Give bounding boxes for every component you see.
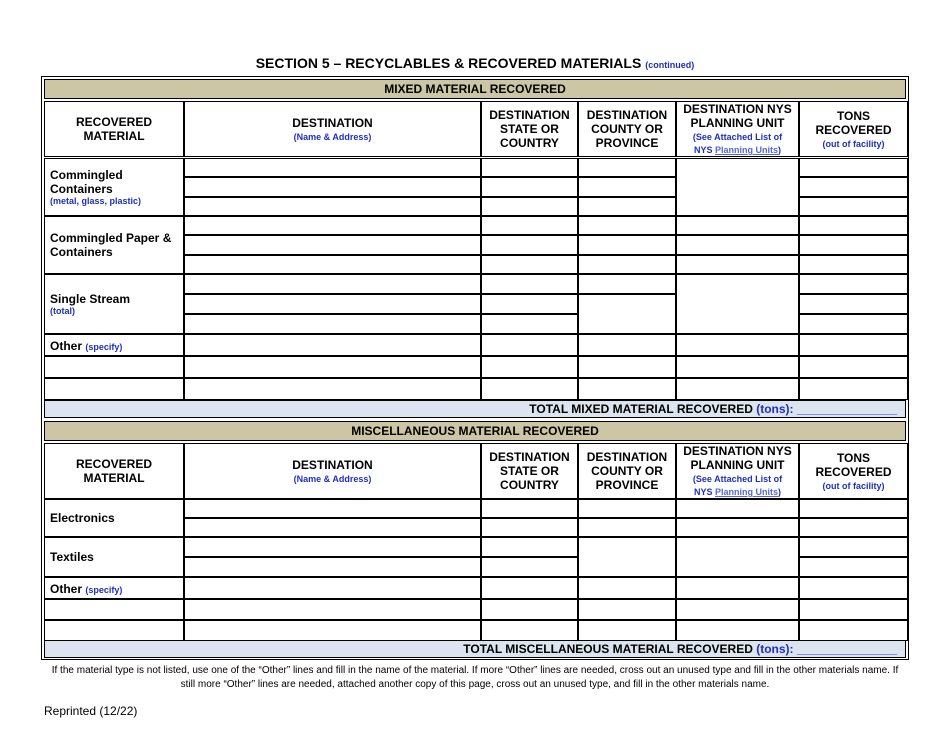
header-destination: DESTINATION (Name & Address) bbox=[184, 101, 481, 157]
county-field[interactable] bbox=[578, 378, 676, 400]
section-title-text: SECTION 5 – RECYCLABLES & RECOVERED MATERIALS bbox=[255, 55, 642, 71]
county-field[interactable] bbox=[578, 216, 676, 235]
destination-field[interactable] bbox=[184, 557, 481, 577]
header-recovered-material: RECOVERED MATERIAL bbox=[44, 443, 184, 499]
footnote: If the material type is not listed, use one of the “Other” lines and fill in the name of the material. If more “Other” lines are needed, cross out an unused type and fill in the other materials name. If still more “Other” lines are needed, attached another copy of this page, cross out an unused type, and fill in the other materials name. bbox=[51, 665, 899, 690]
state-field[interactable] bbox=[481, 378, 578, 400]
header-destination: DESTINATION (Name & Address) bbox=[184, 443, 481, 499]
header-destination-state: DESTINATION STATE OR COUNTRY bbox=[481, 443, 578, 499]
destination-field[interactable] bbox=[184, 499, 481, 518]
planning-units-link[interactable]: Planning Units bbox=[715, 145, 779, 155]
county-field[interactable] bbox=[578, 255, 676, 274]
destination-field[interactable] bbox=[184, 314, 481, 334]
tons-field[interactable] bbox=[799, 537, 908, 557]
destination-field[interactable] bbox=[184, 599, 481, 620]
nys-planning-unit-field[interactable] bbox=[676, 518, 799, 537]
other-material-field[interactable] bbox=[44, 620, 184, 641]
tons-field[interactable] bbox=[799, 599, 908, 620]
tons-field[interactable] bbox=[799, 334, 908, 356]
tons-field[interactable] bbox=[799, 620, 908, 641]
row-group-mixed-other bbox=[42, 334, 908, 400]
header-destination-county: DESTINATION COUNTY OR PROVINCE bbox=[578, 443, 676, 499]
destination-field[interactable] bbox=[184, 518, 481, 537]
county-field[interactable] bbox=[578, 537, 676, 577]
nys-planning-unit-field[interactable] bbox=[676, 274, 799, 334]
nys-planning-unit-field[interactable] bbox=[676, 255, 799, 274]
state-field[interactable] bbox=[481, 255, 578, 274]
tons-field[interactable] bbox=[799, 177, 908, 197]
header-destination-county: DESTINATION COUNTY OR PROVINCE bbox=[578, 101, 676, 157]
destination-field[interactable] bbox=[184, 216, 481, 235]
nys-planning-unit-field[interactable] bbox=[676, 537, 799, 577]
state-field[interactable] bbox=[481, 499, 578, 518]
tons-field[interactable] bbox=[799, 158, 908, 177]
other-material-field[interactable] bbox=[44, 378, 184, 400]
state-field[interactable] bbox=[481, 356, 578, 378]
row-group-commingled-paper bbox=[42, 216, 908, 274]
destination-field[interactable] bbox=[184, 158, 481, 177]
destination-field[interactable] bbox=[184, 334, 481, 356]
misc-other-label: Other (specify) bbox=[44, 577, 184, 599]
destination-field[interactable] bbox=[184, 197, 481, 216]
total-mixed-row: TOTAL MIXED MATERIAL RECOVERED (tons): _______________ bbox=[44, 400, 906, 418]
nys-planning-unit-field[interactable] bbox=[676, 577, 799, 599]
tons-field[interactable] bbox=[799, 235, 908, 255]
header-tons-recovered: TONS RECOVERED (out of facility) bbox=[799, 443, 908, 499]
commingled-containers-label: Commingled Containers (metal, glass, plastic) bbox=[44, 158, 184, 216]
state-field[interactable] bbox=[481, 177, 578, 197]
state-field[interactable] bbox=[481, 216, 578, 235]
county-field[interactable] bbox=[578, 334, 676, 356]
total-misc-row: TOTAL MISCELLANEOUS MATERIAL RECOVERED (tons): _______________ bbox=[44, 640, 906, 658]
nys-planning-unit-field[interactable] bbox=[676, 158, 799, 216]
state-field[interactable] bbox=[481, 557, 578, 577]
destination-field[interactable] bbox=[184, 620, 481, 641]
mixed-other-label: Other (specify) bbox=[44, 334, 184, 356]
row-group-electronics bbox=[42, 499, 908, 537]
reprinted-date: Reprinted (12/22) bbox=[44, 704, 138, 718]
misc-header-row bbox=[42, 443, 908, 499]
state-field[interactable] bbox=[481, 197, 578, 216]
misc-material-band: MISCELLANEOUS MATERIAL RECOVERED bbox=[44, 421, 906, 441]
total-mixed-field[interactable]: _______________ bbox=[796, 402, 897, 416]
other-material-field[interactable] bbox=[44, 599, 184, 620]
tons-field[interactable] bbox=[799, 294, 908, 314]
county-field[interactable] bbox=[578, 274, 676, 294]
state-field[interactable] bbox=[481, 334, 578, 356]
section-title bbox=[0, 55, 950, 71]
header-destination-state: DESTINATION STATE OR COUNTRY bbox=[481, 101, 578, 157]
header-destination-nys: DESTINATION NYS PLANNING UNIT (See Attached List of NYS Planning Units) bbox=[676, 101, 799, 157]
nys-planning-unit-field[interactable] bbox=[676, 356, 799, 378]
county-field[interactable] bbox=[578, 620, 676, 641]
state-field[interactable] bbox=[481, 518, 578, 537]
destination-field[interactable] bbox=[184, 378, 481, 400]
header-recovered-material: RECOVERED MATERIAL bbox=[44, 101, 184, 157]
destination-field[interactable] bbox=[184, 294, 481, 314]
row-group-textiles bbox=[42, 537, 908, 577]
nys-planning-unit-field[interactable] bbox=[676, 378, 799, 400]
row-group-misc-other bbox=[42, 577, 908, 641]
state-field[interactable] bbox=[481, 158, 578, 177]
destination-field[interactable] bbox=[184, 356, 481, 378]
tons-field[interactable] bbox=[799, 499, 908, 518]
total-misc-field[interactable]: _______________ bbox=[796, 642, 897, 656]
state-field[interactable] bbox=[481, 235, 578, 255]
row-group-single-stream bbox=[42, 274, 908, 334]
nys-planning-unit-field[interactable] bbox=[676, 334, 799, 356]
destination-field[interactable] bbox=[184, 177, 481, 197]
tons-field[interactable] bbox=[799, 274, 908, 294]
county-field[interactable] bbox=[578, 177, 676, 197]
county-field[interactable] bbox=[578, 294, 676, 334]
nys-planning-unit-field[interactable] bbox=[676, 499, 799, 518]
state-field[interactable] bbox=[481, 294, 578, 314]
nys-planning-unit-field[interactable] bbox=[676, 235, 799, 255]
header-tons-recovered: TONS RECOVERED (out of facility) bbox=[799, 101, 908, 157]
nys-planning-unit-field[interactable] bbox=[676, 620, 799, 641]
state-field[interactable] bbox=[481, 577, 578, 599]
tons-field[interactable] bbox=[799, 216, 908, 235]
mixed-material-band: MIXED MATERIAL RECOVERED bbox=[44, 79, 906, 99]
state-field[interactable] bbox=[481, 274, 578, 294]
header-destination-nys: DESTINATION NYS PLANNING UNIT (See Attached List of NYS Planning Units) bbox=[676, 443, 799, 499]
tons-field[interactable] bbox=[799, 518, 908, 537]
county-field[interactable] bbox=[578, 577, 676, 599]
destination-field[interactable] bbox=[184, 235, 481, 255]
county-field[interactable] bbox=[578, 158, 676, 177]
tons-field[interactable] bbox=[799, 557, 908, 577]
tons-field[interactable] bbox=[799, 197, 908, 216]
county-field[interactable] bbox=[578, 356, 676, 378]
tons-field[interactable] bbox=[799, 255, 908, 274]
state-field[interactable] bbox=[481, 314, 578, 334]
nys-planning-unit-field[interactable] bbox=[676, 216, 799, 235]
row-group-commingled-containers bbox=[42, 158, 908, 216]
nys-planning-unit-field[interactable] bbox=[676, 599, 799, 620]
county-field[interactable] bbox=[578, 599, 676, 620]
destination-field[interactable] bbox=[184, 537, 481, 557]
county-field[interactable] bbox=[578, 518, 676, 537]
tons-field[interactable] bbox=[799, 356, 908, 378]
state-field[interactable] bbox=[481, 537, 578, 557]
tons-field[interactable] bbox=[799, 378, 908, 400]
state-field[interactable] bbox=[481, 620, 578, 641]
commingled-paper-label: Commingled Paper & Containers bbox=[44, 216, 184, 274]
electronics-label: Electronics bbox=[44, 499, 184, 537]
tons-field[interactable] bbox=[799, 577, 908, 599]
textiles-label: Textiles bbox=[44, 537, 184, 577]
county-field[interactable] bbox=[578, 499, 676, 518]
tons-field[interactable] bbox=[799, 314, 908, 334]
state-field[interactable] bbox=[481, 599, 578, 620]
continued-note: (continued) bbox=[645, 60, 695, 70]
destination-field[interactable] bbox=[184, 255, 481, 274]
county-field[interactable] bbox=[578, 235, 676, 255]
destination-field[interactable] bbox=[184, 274, 481, 294]
single-stream-label: Single Stream (total) bbox=[44, 274, 184, 334]
county-field[interactable] bbox=[578, 197, 676, 216]
mixed-header-row bbox=[42, 101, 908, 157]
destination-field[interactable] bbox=[184, 577, 481, 599]
other-material-field[interactable] bbox=[44, 356, 184, 378]
recovered-materials-form bbox=[41, 76, 909, 660]
planning-units-link[interactable]: Planning Units bbox=[715, 487, 779, 497]
